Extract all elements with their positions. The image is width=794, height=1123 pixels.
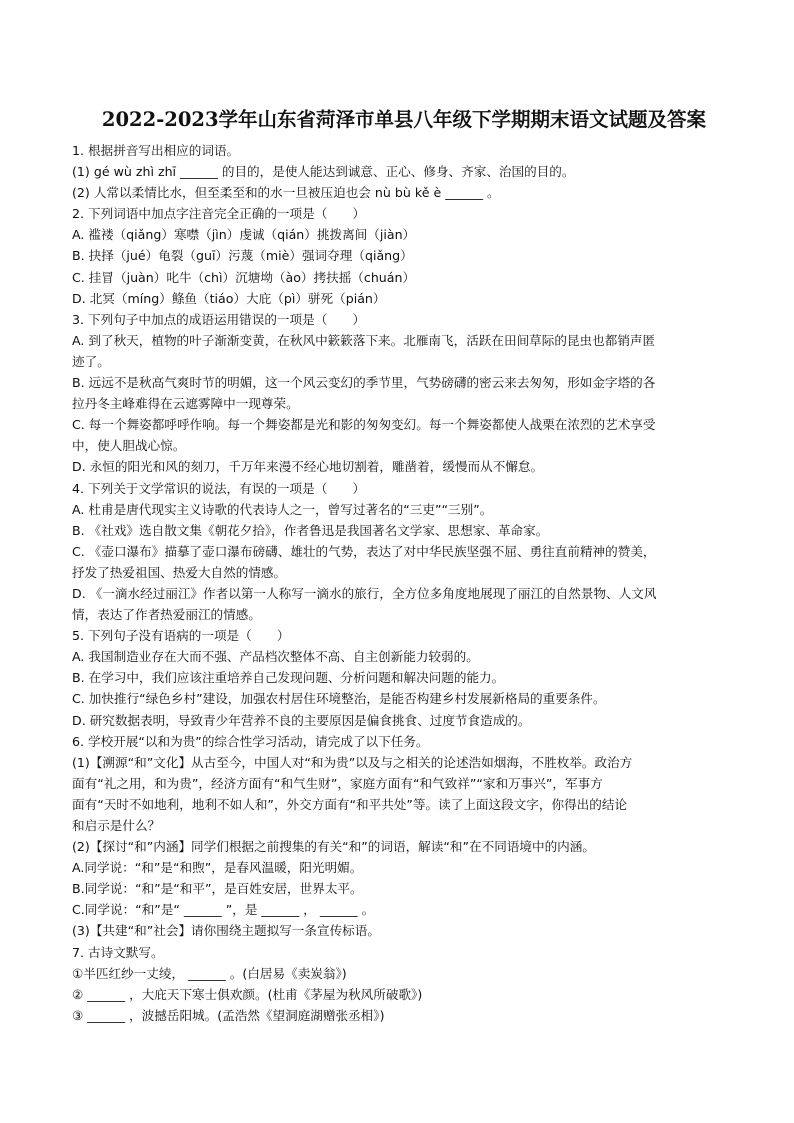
text-line: 5. 下列句子没有语病的一项是（ ） — [72, 628, 290, 644]
text-line: A. 杜甫是唐代现实主义诗歌的代表诗人之一，曾写过著名的“三吏”“三别”。 — [72, 501, 493, 517]
text-line: 4. 下列关于文学常识的说法，有误的一项是（ ） — [72, 480, 366, 496]
text-line: (1)【溯源“和”文化】从古至今，中国人对“和为贵”以及与之相关的论述浩如烟海，不胜枚举。政治方 — [72, 754, 633, 770]
text-line: 面有“天时不如地利，地利不如人和”，外交方面有“和平共处”等。读了上面这段文字，你得出的结论 — [72, 796, 628, 812]
text-line: ② ______ ，大庇天下寒士俱欢颜。(杜甫《茅屋为秋风所破歌》) — [72, 986, 423, 1002]
text-line: 抒发了热爱祖国、热爱大自然的情感。 — [72, 564, 287, 580]
text-line: (1) gé wù zhì zhī ______ 的目的，是使人能达到诚意、正心、修身、齐家、治国的目的。 — [72, 164, 575, 180]
text-line: B. 《社戏》选自散文集《朝花夕拾》，作者鲁迅是我国著名文学家、思想家、革命家。 — [72, 522, 549, 538]
text-line: B. 远远不是秋高气爽时节的明媚，这一个风云变幻的季节里，气势磅礴的密云来去匆匆，形如金字塔的各 — [72, 375, 656, 391]
text-line: 中，使人胆战心惊。 — [72, 438, 186, 454]
text-line: D. 研究数据表明，导致青少年营养不良的主要原因是偏食挑食、过度节食造成的。 — [72, 712, 531, 728]
text-line: 和启示是什么？ — [72, 818, 161, 833]
text-line: (2)【探讨“和”内涵】同学们根据之前搜集的有关“和”的词语，解读“和”在不同语境中的内涵。 — [72, 839, 595, 855]
document-title: 2022-2023学年山东省菏泽市单县八年级下学期期末语文试题及答案 — [101, 108, 707, 131]
text-line: ③ ______ ，波撼岳阳城。(孟浩然《望洞庭湖赠张丞相》) — [72, 1007, 385, 1023]
text-line: A.同学说：“和”是“和煦”，是春风温暖，阳光明媚。 — [72, 860, 363, 876]
text-line: D. 永恒的阳光和风的刻刀，千万年来漫不经心地切割着，雕凿着，缓慢而从不懈怠。 — [72, 459, 544, 475]
text-line: B.同学说：“和”是“和平”，是百姓安居，世界太平。 — [72, 881, 363, 897]
text-line: 情，表达了作者热爱丽江的情感。 — [72, 607, 261, 623]
text-line: C. 每一个舞姿都呼呼作响。每一个舞姿都是光和影的匆匆变幻。每一个舞姿都使人战栗在浓烈的艺术享受 — [72, 417, 656, 433]
text-line: 面有“礼之用，和为贵”，经济方面有“和气生财”，家庭方面有“和气致祥”“家和万事兴”，军事方 — [72, 775, 603, 791]
text-line: 拉丹冬主峰难得在云遮雾障中一现尊荣。 — [72, 396, 299, 412]
text-line: 7. 古诗文默写。 — [72, 944, 164, 960]
text-line: D. 北冥（míng）鲦鱼（tiáo）大庇（pì）骈死（pián） — [72, 290, 386, 306]
text-line: A. 褴褛（qiǎng）寒噤（jìn）虔诚（qián）挑拨离间（jiàn） — [72, 227, 416, 243]
document-body — [72, 140, 736, 1026]
text-line: B. 在学习中，我们应该注重培养自己发现问题、分析问题和解决问题的能力。 — [72, 670, 505, 686]
text-line: C. 挂冒（juàn）叱牛（chì）沉塘坳（ào）拷扶摇（chuán） — [72, 269, 416, 285]
text-line: C.同学说：“和”是“ ______ ”，是 ______ ， ______ 。 — [72, 902, 375, 918]
text-line: (3)【共建“和”社会】请你围绕主题拟写一条宣传标语。 — [72, 923, 380, 939]
text-line: 6. 学校开展“以和为贵”的综合性学习活动，请完成了以下任务。 — [72, 733, 429, 749]
text-line: C. 加快推行“绿色乡村”建设，加强农村居住环境整治，是能否构建乡村发展新格局的重要条件。 — [72, 691, 606, 707]
text-line: 迹了。 — [72, 353, 110, 369]
text-line: (2) 人常以柔情比水，但至柔至和的水一旦被压迫也会 nù bù kě è ______ 。 — [72, 185, 500, 201]
text-line: 3. 下列句子中加点的成语运用错误的一项是（ ） — [72, 311, 366, 327]
text-line: ①半匹红纱一丈绫， ______ 。(白居易《卖炭翁》) — [72, 965, 347, 981]
text-line: 2. 下列词语中加点字注音完全正确的一项是（ ） — [72, 206, 366, 222]
text-line: C. 《壶口瀑布》描摹了壶口瀑布磅礴、雄壮的气势，表达了对中华民族坚强不屈、勇往直前精神的赞美， — [72, 543, 656, 559]
text-line: A. 我国制造业存在大而不强、产品档次整体不高、自主创新能力较弱的。 — [72, 649, 479, 665]
text-line: D. 《一滴水经过丽江》作者以第一人称写一滴水的旅行，全方位多角度地展现了丽江的自然景物、人文风 — [72, 585, 657, 601]
text-line: 1. 根据拼音写出相应的词语。 — [72, 143, 240, 158]
text-line: B. 抉择（jué）龟裂（guī）污蔑（miè）强词夺理（qiǎng） — [72, 248, 413, 264]
text-line: A. 到了秋天，植物的叶子渐渐变黄，在秋风中簌簌落下来。北雁南飞，活跃在田间草际的昆虫也都销声匿 — [72, 332, 656, 348]
